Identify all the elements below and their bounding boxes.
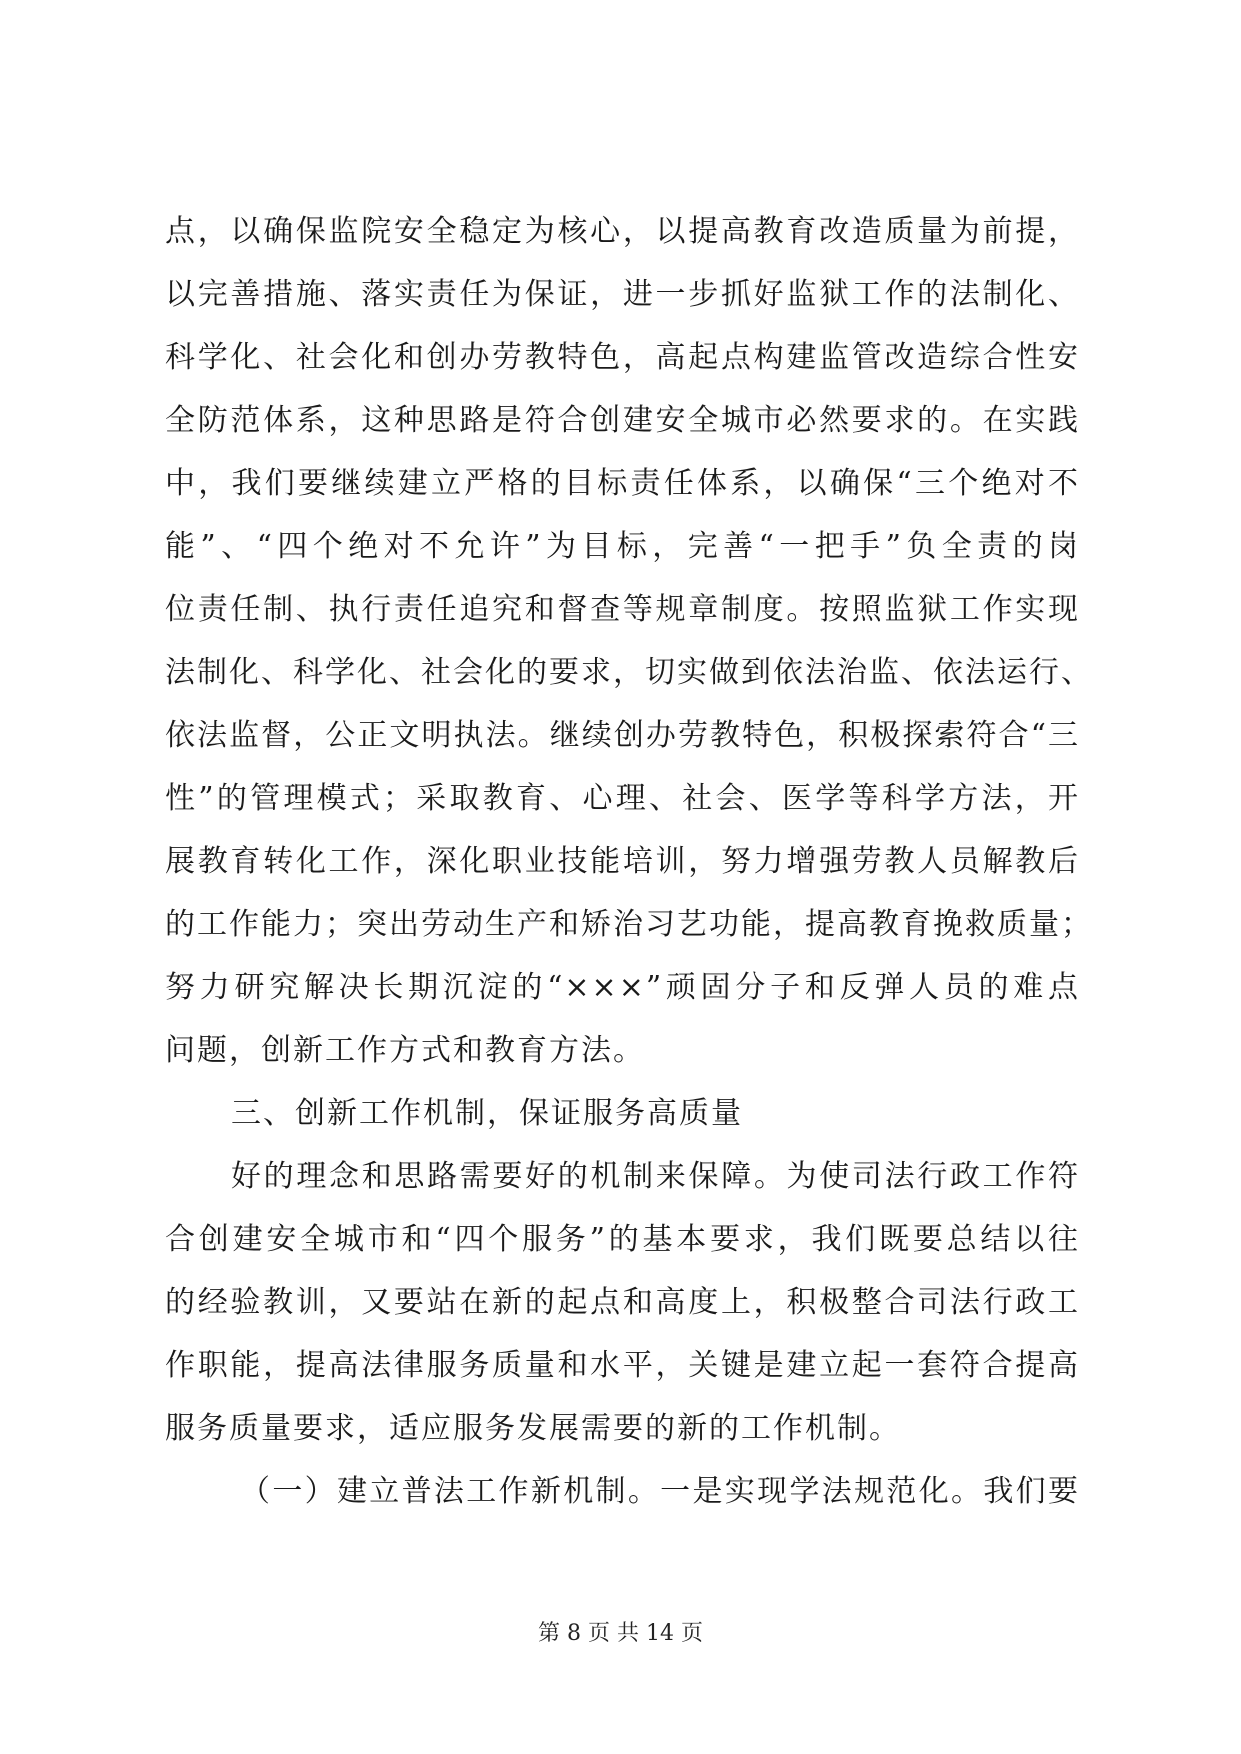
text-line: 作职能，提高法律服务质量和水平，关键是建立起一套符合提高 <box>165 1348 1080 1383</box>
text-line: 展教育转化工作，深化职业技能培训，努力增强劳教人员解教后 <box>165 844 1080 879</box>
text-line: 问题，创新工作方式和教育方法。 <box>165 1033 645 1068</box>
text-line: 好的理念和思路需要好的机制来保障。为使司法行政工作符 <box>231 1159 1080 1194</box>
section-heading: 三、创新工作机制，保证服务高质量 <box>231 1096 743 1131</box>
text-line: 位责任制、执行责任追究和督查等规章制度。按照监狱工作实现 <box>165 592 1080 627</box>
document-body <box>165 200 1093 1523</box>
text-line: 法制化、科学化、社会化的要求，切实做到依法治监、依法运行、 <box>165 655 1093 690</box>
page-footer: 第 8 页 共 14 页 <box>538 1621 703 1646</box>
text-line: 性”的管理模式；采取教育、心理、社会、医学等科学方法，开 <box>165 781 1080 816</box>
text-line: 努力研究解决长期沉淀的“×××”顽固分子和反弹人员的难点 <box>165 970 1080 1005</box>
text-line: 合创建安全城市和“四个服务”的基本要求，我们既要总结以往 <box>165 1222 1080 1257</box>
text-line: 的经验教训，又要站在新的起点和高度上，积极整合司法行政工 <box>165 1285 1080 1320</box>
text-line: 能”、“四个绝对不允许”为目标，完善“一把手”负全责的岗 <box>165 529 1080 564</box>
text-line: 以完善措施、落实责任为保证，进一步抓好监狱工作的法制化、 <box>165 277 1080 312</box>
text-line: 点，以确保监院安全稳定为核心，以提高教育改造质量为前提， <box>165 214 1080 249</box>
text-line: 中，我们要继续建立严格的目标责任体系，以确保“三个绝对不 <box>165 466 1080 501</box>
text-line: 全防范体系，这种思路是符合创建安全城市必然要求的。在实践 <box>165 403 1080 438</box>
subsection-line: （一）建立普法工作新机制。一是实现学法规范化。我们要 <box>240 1474 1080 1509</box>
text-line: 依法监督，公正文明执法。继续创办劳教特色，积极探索符合“三 <box>165 718 1080 753</box>
text-line: 的工作能力；突出劳动生产和矫治习艺功能，提高教育挽救质量； <box>165 907 1093 942</box>
text-line: 科学化、社会化和创办劳教特色，高起点构建监管改造综合性安 <box>165 340 1080 375</box>
text-line: 服务质量要求，适应服务发展需要的新的工作机制。 <box>165 1411 901 1446</box>
